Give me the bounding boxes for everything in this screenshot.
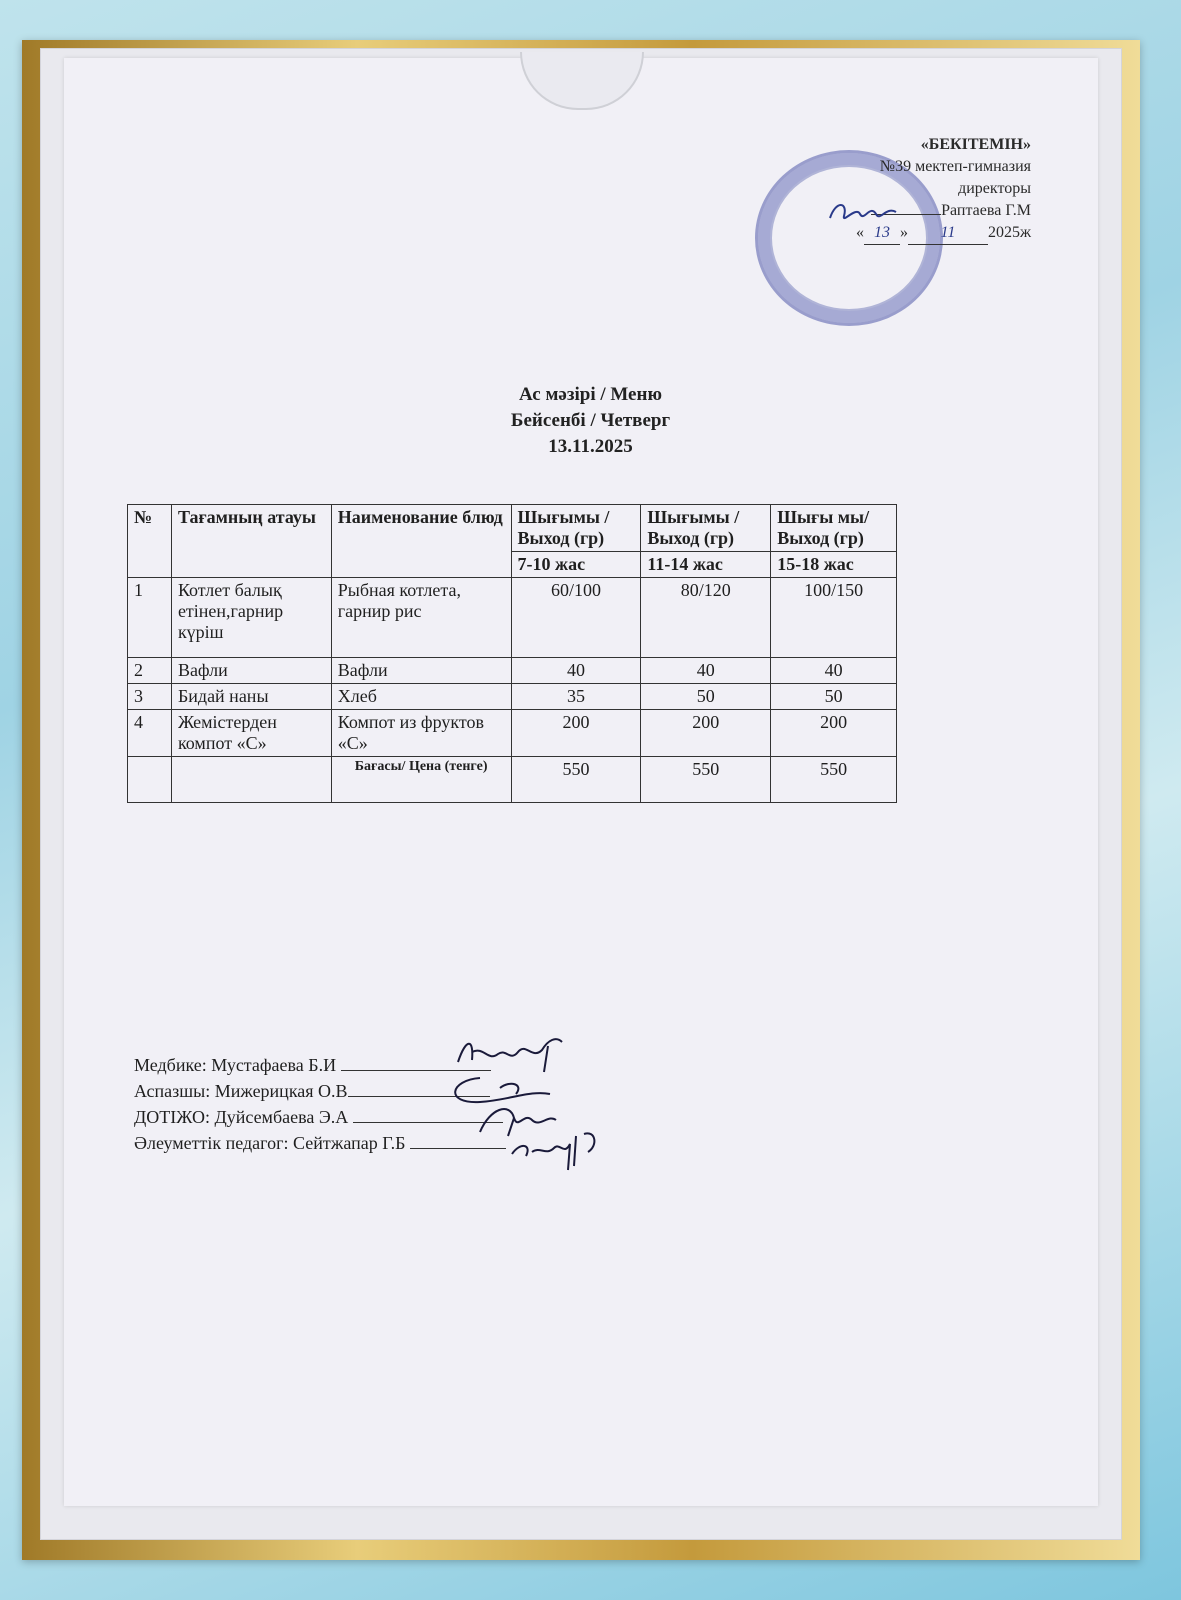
staff-line: Аспазшы: Мижерицкая О.В	[134, 1078, 506, 1104]
menu-table	[127, 504, 897, 803]
header-output-2: Шығымы /Выход (гр)	[641, 505, 771, 552]
approval-position: директоры	[958, 180, 1031, 197]
header-age-2: 11-14 жас	[641, 552, 771, 578]
price-value: 550	[771, 757, 897, 803]
staff-line: Медбике: Мустафаева Б.И	[134, 1052, 506, 1078]
approval-title: «БЕКІТЕМІН»	[920, 136, 1031, 153]
director-signature	[826, 196, 906, 230]
header-name-ru: Наименование блюд	[331, 505, 511, 578]
table-row: 2 Вафли Вафли 40 40 40	[128, 658, 897, 684]
price-value: 550	[511, 757, 641, 803]
header-output-3: Шығы мы/Выход (гр)	[771, 505, 897, 552]
header-num: №	[128, 505, 172, 578]
table-header-row	[128, 505, 897, 552]
menu-title: Ас мәзірі / Меню	[519, 384, 662, 405]
price-value: 550	[641, 757, 771, 803]
header-name-kz: Тағамның атауы	[171, 505, 331, 578]
staff-line: Әлеуметтік педагог: Сейтжапар Г.Б	[134, 1130, 506, 1156]
header-age-1: 7-10 жас	[511, 552, 641, 578]
menu-title-block	[0, 382, 1181, 460]
menu-weekday: Бейсенбі / Четверг	[510, 410, 671, 431]
header-output-1: Шығымы /Выход (гр)	[511, 505, 641, 552]
table-row: 3 Бидай наны Хлеб 35 50 50	[128, 684, 897, 710]
approval-director: Раптаева Г.М	[856, 200, 1031, 222]
header-age-3: 15-18 жас	[771, 552, 897, 578]
approval-date: « 13 » 11 2025ж	[856, 222, 1031, 245]
table-row: 4 Жемістерден компот «С» Компот из фруктов «С» 200 200 200	[128, 710, 897, 757]
approval-school: №39 мектеп-гимназия	[879, 158, 1031, 175]
price-label: Бағасы/ Цена (тенге)	[331, 757, 511, 803]
staff-line: ДОТІЖО: Дуйсембаева Э.А	[134, 1104, 506, 1130]
approval-month: 11	[908, 222, 988, 245]
approval-day: 13	[864, 222, 900, 245]
table-row: 1 Котлет балық етінен,гарнир күріш Рыбная котлета, гарнир рис 60/100 80/120 100/150	[128, 578, 897, 658]
price-row	[128, 757, 897, 803]
menu-date: 13.11.2025	[548, 436, 633, 457]
pedagogue-signature	[506, 1126, 606, 1172]
